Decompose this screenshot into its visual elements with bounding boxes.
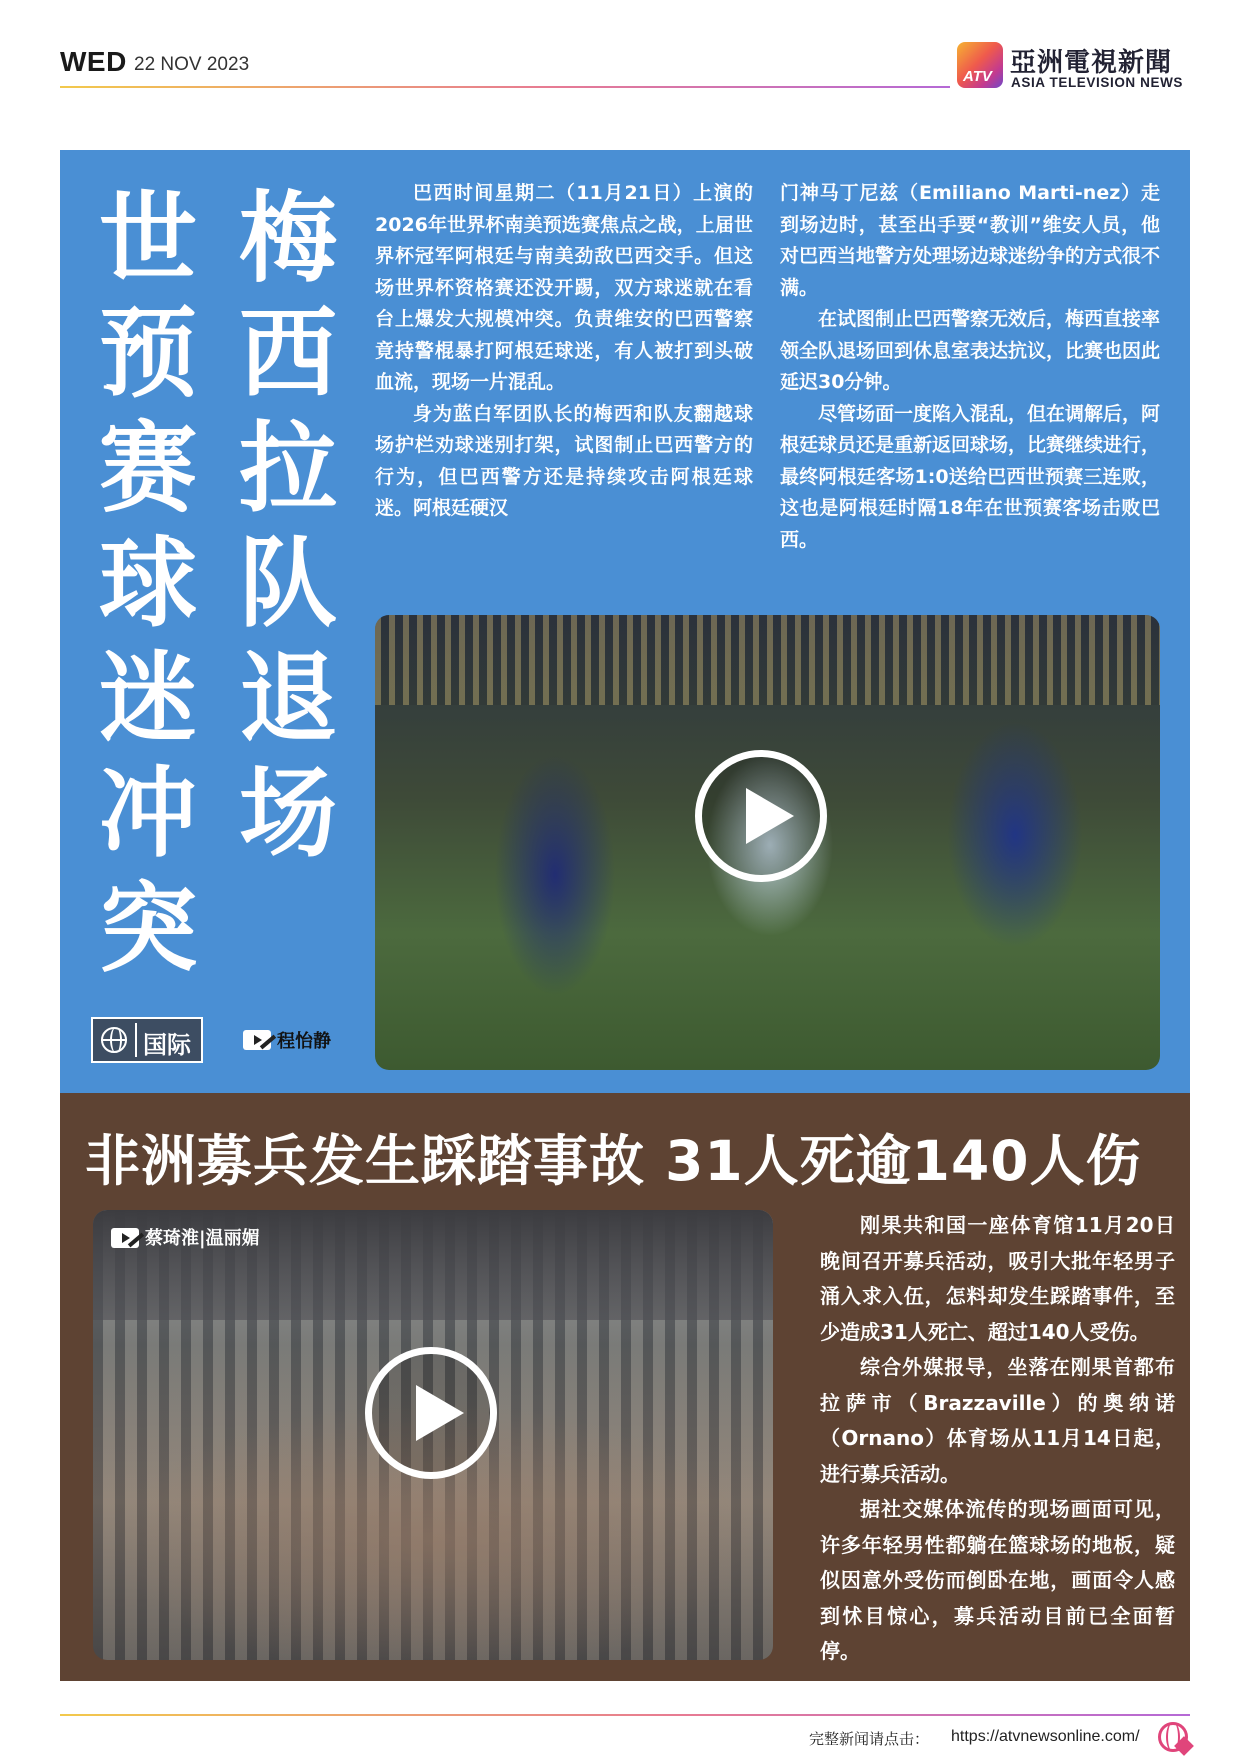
atv-logo-icon[interactable]: [957, 42, 1003, 88]
article-paragraph: 门神马丁尼兹（Emiliano Marti-nez）走到场边时，甚至出手要“教训”维安人员，他对巴西当地警方处理场边球迷纷争的方式很不满。: [780, 182, 1161, 299]
play-icon[interactable]: [695, 750, 827, 882]
headline-char: 队: [238, 527, 337, 641]
issue-date: 22 NOV 2023: [134, 54, 250, 75]
logo-chinese-name: 亞洲電視新聞: [1010, 48, 1173, 78]
headline-char: 突: [98, 872, 197, 986]
logo-badge-text: ATV: [963, 68, 992, 85]
headline-char: 世: [98, 182, 197, 296]
headline: 非洲募兵发生踩踏事故 31人死逾140人伤: [85, 1129, 1142, 1193]
headline-char: 场: [238, 757, 337, 871]
article-column: [820, 1208, 1175, 1670]
article-column-2: [780, 178, 1160, 556]
headline-char: 迷: [98, 642, 197, 756]
footer-label: 完整新闻请点击：: [809, 1730, 930, 1748]
video-pen-icon: [111, 1228, 139, 1248]
article-paragraph: 综合外媒报导，坐落在刚果首都布拉萨市（Brazzaville）的奥纳诺（Ornano）体育场从11月14日起，进行募兵活动。: [820, 1355, 1175, 1486]
video-thumbnail-messi[interactable]: [375, 615, 1160, 1070]
article-paragraph: 刚果共和国一座体育馆11月20日晚间召开募兵活动，吸引大批年轻男子涌入求入伍，怎料却发生踩踏事件，至少造成31人死亡、超过140人受伤。: [820, 1213, 1175, 1344]
article-paragraph: 身为蓝白军团队长的梅西和队友翻越球场护栏劝球迷别打架，试图制止巴西警方的行为，但巴西警方还是持续攻击阿根廷球迷。阿根廷硬汉: [375, 402, 753, 519]
website-link[interactable]: https://atvnewsonline.com/: [951, 1728, 1140, 1745]
article-paragraph: 巴西时间星期二（11月21日）上演的2026年世界杯南美预选赛焦点之战，上届世界杯冠军阿根廷与南美劲敌巴西交手。但这场世界杯资格赛还没开踢，双方球迷就在看台上爆发大规模冲突。负责维安的巴西警察竟持警棍暴打阿根廷球迷，有人被打到头破血流，现场一片混乱。: [375, 182, 753, 393]
headline-char: 冲: [98, 757, 197, 871]
story-africa-stampede: [60, 1093, 1190, 1681]
headline-char: 西: [238, 297, 337, 411]
header-divider: [60, 86, 950, 88]
category-tag: [91, 1017, 203, 1063]
play-icon[interactable]: [365, 1347, 497, 1479]
stadium-crowd: [375, 615, 1160, 705]
headline-line-2: [93, 182, 203, 995]
article-paragraph: 据社交媒体流传的现场画面可见，许多年轻男性都躺在篮球场的地板，疑似因意外受伤而倒卧在地，画面令人感到怵目惊心，募兵活动目前已全面暂停。: [820, 1497, 1175, 1663]
video-pen-icon: [243, 1030, 271, 1050]
article-paragraph: 在试图制止巴西警察无效后，梅西直接率领全队退场回到休息室表达抗议，比赛也因此延迟30分钟。: [780, 308, 1161, 393]
reporter-byline: 蔡琦淮|温丽媚: [145, 1228, 260, 1249]
footer-divider: [60, 1714, 1190, 1716]
story-messi-walkout: [60, 150, 1190, 1093]
web-click-icon[interactable]: [1158, 1722, 1188, 1752]
headline-char: 预: [98, 297, 197, 411]
article-column-1: [375, 178, 753, 525]
video-thumbnail-stampede[interactable]: [93, 1210, 773, 1660]
article-paragraph: 尽管场面一度陷入混乱，但在调解后，阿根廷球员还是重新返回球场，比赛继续进行，最终阿根廷客场1:0送给巴西世预赛三连败，这也是阿根廷时隔18年在世预赛客场击败巴西。: [780, 402, 1161, 551]
globe-icon: [101, 1027, 127, 1053]
headline-line-1: [233, 182, 343, 880]
headline-char: 赛: [98, 412, 197, 526]
category-label: 国际: [143, 1031, 191, 1059]
logo-english-name: ASIA TELEVISION NEWS: [1011, 75, 1184, 90]
reporter-byline: 程怡静: [277, 1031, 331, 1052]
weekday: WED: [60, 46, 127, 77]
headline-char: 拉: [238, 412, 337, 526]
headline-char: 梅: [238, 182, 337, 296]
headline-char: 球: [98, 527, 197, 641]
headline-char: 退: [238, 642, 337, 756]
